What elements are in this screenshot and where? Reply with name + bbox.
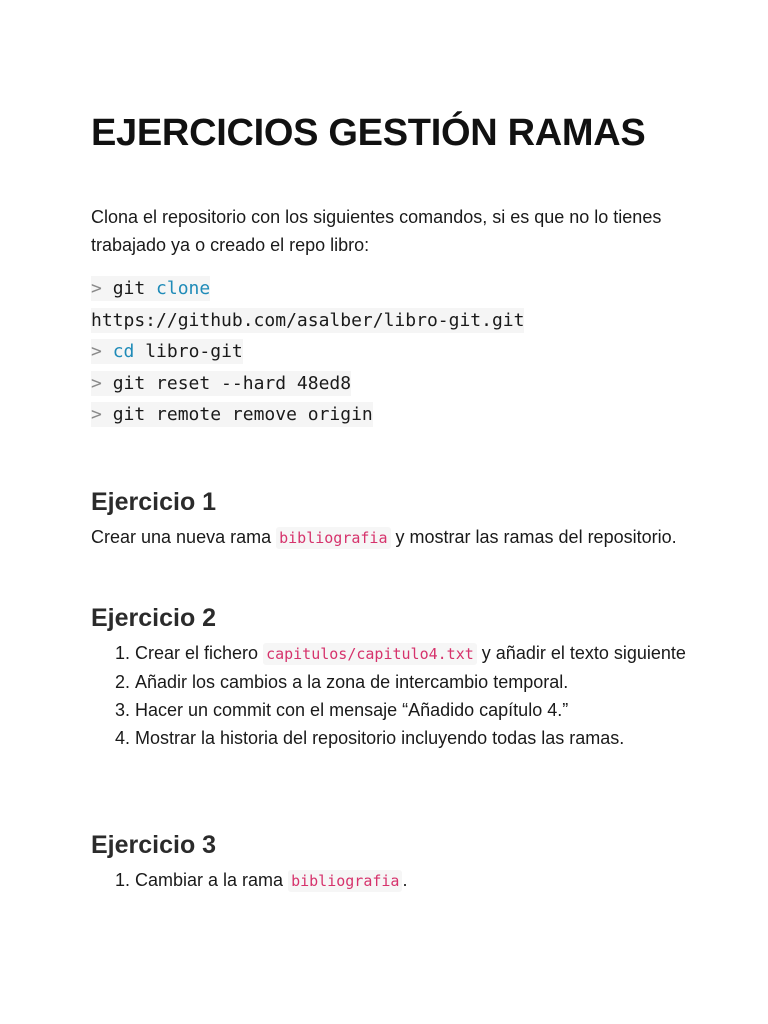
code-block: [91, 273, 524, 431]
code-text: libro-git: [145, 341, 243, 362]
code-line-4: [91, 368, 524, 400]
code-text: https://github.com/asalber/libro-git.git: [91, 309, 525, 331]
text: Crear una nueva rama: [91, 527, 272, 547]
list-item: 2. Añadir los cambios a la zona de intercambio temporal.: [135, 668, 695, 696]
text: .: [402, 870, 408, 890]
text: y añadir el texto siguiente: [481, 643, 686, 663]
code-keyword: cd: [112, 341, 135, 362]
code-line-2: [91, 305, 524, 337]
exercise-3-list: [91, 866, 695, 895]
code-prompt: >: [91, 341, 102, 362]
exercise-1-heading: Ejercicio 1: [91, 488, 217, 516]
text: Crear el fichero: [135, 643, 259, 663]
list-item: [135, 639, 695, 668]
code-keyword: clone: [156, 278, 211, 299]
code-line-1: [91, 273, 524, 305]
code-line-3: [91, 336, 524, 368]
exercise-1-text: [91, 523, 681, 552]
code-prompt: >: [91, 278, 102, 299]
code-prompt: >: [91, 372, 102, 394]
text: y mostrar las ramas del repositorio.: [395, 527, 677, 547]
list-item: 4. Mostrar la historia del repositorio incluyendo todas las ramas.: [135, 724, 695, 752]
exercise-2-heading: Ejercicio 2: [91, 604, 217, 632]
exercise-3-heading: Ejercicio 3: [91, 831, 217, 859]
list-item: 3. Hacer un commit con el mensaje “Añadido capítulo 4.”: [135, 696, 695, 724]
code-prompt: >: [91, 404, 102, 425]
inline-code: capitulos/capitulo4.txt: [263, 643, 477, 665]
exercise-2-list: [91, 639, 695, 752]
code-line-5: [91, 399, 524, 431]
inline-code: bibliografia: [276, 527, 390, 549]
inline-code: bibliografia: [288, 870, 402, 892]
code-text: git: [112, 278, 146, 299]
intro-paragraph: Clona el repositorio con los siguientes comandos, si es que no lo tienes trabajado ya o creado el repo libro:: [91, 207, 662, 255]
text: Cambiar a la rama: [135, 870, 284, 890]
page-title: EJERCICIOS GESTIÓN RAMAS: [91, 112, 646, 154]
list-item: [135, 866, 695, 895]
code-text: git reset --hard 48ed8: [112, 372, 352, 394]
code-text: git remote remove origin: [112, 404, 373, 425]
